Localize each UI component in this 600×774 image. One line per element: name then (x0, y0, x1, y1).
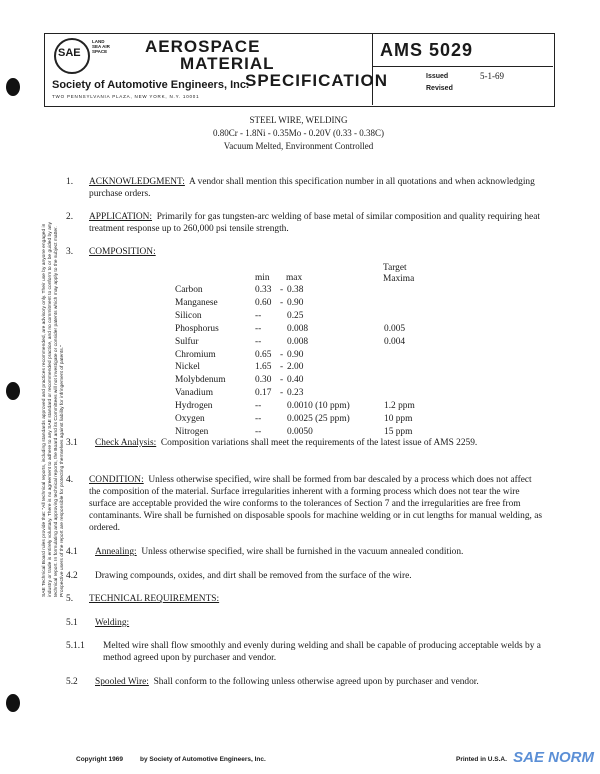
comp-max: 0.0025 (25 ppm) (287, 414, 350, 424)
section-annealing (95, 546, 555, 558)
comp-max: 0.90 (287, 349, 304, 360)
s42-number: 4.2 (66, 571, 78, 581)
s2-number: 2. (66, 212, 74, 222)
s52-number: 5.2 (66, 677, 78, 687)
subject-process: Vacuum Melted, Environment Controlled (223, 141, 374, 151)
comp-min: 0.17 (255, 388, 272, 399)
comp-max: 0.008 (287, 323, 309, 334)
s4-text: Unless otherwise specified, wire shall be formed from bar descaled by a process which does not affect the composition of the material. Surface irregularities inherent with a forming process which does not tear the wire surface are acceptable provided the wire conforms to the tolerances of Section 7 and the irregularities are free from contaminants. Wire shall be furnished on disposable spools for machine welding or in cut lengths for manual welding, as ordered. (89, 475, 542, 533)
subject-block (44, 114, 553, 153)
comp-target: 15 ppm (384, 426, 413, 437)
s4-number: 4. (66, 475, 74, 485)
org-address: TWO PENNSYLVANIA PLAZA, NEW YORK, N.Y. 10001 (52, 94, 200, 99)
s511-number: 5.1.1 (66, 641, 85, 651)
spec-number: AMS 5029 (380, 40, 474, 60)
comp-range-dash: - (280, 349, 284, 360)
s42-text: Drawing compounds, oxides, and dirt shall be removed from the surface of the wire. (95, 571, 412, 581)
footer-printed: Printed in U.S.A. (456, 756, 507, 763)
footer-copyright: Copyright 1969 (76, 756, 123, 763)
comp-element: Sulfur (175, 336, 199, 347)
s52-text: Shall conform to the following unless otherwise agreed upon by purchaser and vendor. (153, 677, 479, 687)
s41-text: Unless otherwise specified, wire shall be furnished in the vacuum annealed condition. (141, 547, 464, 557)
watermark-logo: SAE NORM (513, 749, 594, 766)
comp-max: 0.25 (287, 310, 304, 321)
comp-element: Oxygen (175, 414, 205, 424)
punch-hole-bottom (6, 694, 20, 712)
org-name: Society of Automotive Engineers, Inc. (52, 79, 250, 91)
comp-max: 0.0010 (10 ppm) (287, 401, 350, 412)
comp-min: -- (255, 336, 262, 347)
comp-element: Molybdenum (175, 375, 226, 386)
s31-number: 3.1 (66, 438, 78, 448)
subject-title: STEEL WIRE, WELDING (249, 115, 348, 125)
comp-element: Vanadium (175, 388, 214, 399)
comp-max: 2.00 (287, 362, 304, 373)
comp-min: -- (255, 426, 262, 437)
s4-heading: CONDITION: (89, 475, 144, 485)
header-hline (373, 66, 553, 67)
comp-range-dash: - (280, 375, 284, 386)
comp-range-dash: - (280, 297, 284, 308)
comp-range-dash: - (280, 388, 284, 399)
logo-text: SAE (58, 47, 81, 59)
side-disclaimer: SAE Technical Board rules provide that: "All technical reports, including standards approved and practices recommended, are advisory only. Their use by anyone engaged in industry or trade is entirely voluntary. There is no agreement to adhere to any SAE standard or recommended practice, and no commitment to conform to or be guided by any technical report. In formulating and approving technical reports, the Board and its Committees will not investigate or consider patents which may apply to the subject matter. Prospective users of the report are responsible for protecting themselves against liability for infringement of patents." (42, 222, 65, 597)
subject-composition: 0.80Cr - 1.8Ni - 0.35Mo - 0.20V (0.33 - 0.38C) (212, 128, 385, 138)
s1-number: 1. (66, 177, 74, 187)
s5-heading: TECHNICAL REQUIREMENTS: (89, 594, 220, 604)
comp-target: 0.004 (384, 336, 406, 347)
punch-hole-middle (6, 382, 20, 400)
s5-number: 5. (66, 594, 74, 604)
col-target-1: Target (383, 263, 407, 273)
s52-heading: Spooled Wire: (95, 677, 149, 687)
comp-element: Hydrogen (175, 401, 213, 412)
comp-min: 0.65 (255, 349, 272, 360)
s3-number: 3. (66, 247, 74, 257)
comp-min: 0.60 (255, 297, 272, 308)
comp-min: -- (255, 414, 262, 424)
comp-element: Chromium (175, 349, 216, 360)
section-application (89, 211, 545, 235)
s41-number: 4.1 (66, 547, 78, 557)
footer-publisher: by Society of Automotive Engineers, Inc. (140, 756, 266, 763)
comp-target: 1.2 ppm (384, 401, 415, 412)
col-min: min (255, 273, 270, 283)
s41-heading: Annealing: (95, 547, 137, 557)
comp-max: 0.008 (287, 336, 309, 347)
comp-min: 0.33 (255, 285, 272, 295)
section-spooled-wire (95, 676, 535, 688)
s1-heading: ACKNOWLEDGMENT: (89, 177, 185, 187)
comp-element: Nitrogen (175, 426, 209, 437)
issued-date: 5-1-69 (480, 71, 504, 81)
comp-element: Nickel (175, 362, 200, 373)
comp-range-dash: - (280, 285, 284, 295)
comp-max: 0.38 (287, 285, 304, 295)
comp-element: Manganese (175, 297, 218, 308)
title-specification: SPECIFICATION (245, 71, 389, 90)
comp-element: Phosphorus (175, 323, 219, 334)
revised-label: Revised (426, 85, 453, 92)
s1-text: A vendor shall mention this specification number in all quotations and when acknowledging purchase orders. (89, 177, 535, 199)
comp-element: Silicon (175, 310, 202, 321)
comp-min: 1.65 (255, 362, 272, 373)
section-acknowledgment (89, 176, 545, 200)
s3-heading: COMPOSITION: (89, 247, 156, 257)
col-target-2: Maxima (383, 274, 415, 284)
section-condition (89, 474, 545, 534)
section-check-analysis (95, 437, 535, 449)
issued-label: Issued (426, 73, 449, 80)
punch-hole-top (6, 78, 20, 96)
logo-tagline: LAND SEA AIR SPACE (92, 39, 110, 54)
comp-max: 0.0050 (287, 426, 313, 437)
comp-target: 10 ppm (384, 414, 413, 424)
comp-max: 0.90 (287, 297, 304, 308)
comp-max: 0.40 (287, 375, 304, 386)
title-aerospace: AEROSPACE (145, 37, 261, 56)
comp-target: 0.005 (384, 323, 406, 334)
s31-heading: Check Analysis: (95, 438, 157, 448)
title-material: MATERIAL (180, 54, 275, 73)
s51-heading: Welding: (95, 618, 130, 628)
comp-min: -- (255, 401, 262, 412)
s511-text: Melted wire shall flow smoothly and evenly during welding and shall be capable of producing acceptable welds by a method agreed upon by purchaser and vendor. (103, 641, 541, 663)
s51-number: 5.1 (66, 618, 78, 628)
comp-max: 0.23 (287, 388, 304, 399)
comp-min: 0.30 (255, 375, 272, 386)
comp-range-dash: - (280, 362, 284, 373)
comp-element: Carbon (175, 285, 203, 295)
comp-min: -- (255, 323, 262, 334)
header-divider (372, 33, 373, 105)
s2-text: Primarily for gas tungsten-arc welding of base metal of similar composition and quality requiring heat treatment response up to 260,000 psi tensile strength. (89, 212, 540, 234)
s2-heading: APPLICATION: (89, 212, 153, 222)
s31-text: Composition variations shall meet the requirements of the latest issue of AMS 2259. (160, 438, 478, 448)
comp-min: -- (255, 310, 262, 321)
col-max: max (286, 273, 303, 283)
